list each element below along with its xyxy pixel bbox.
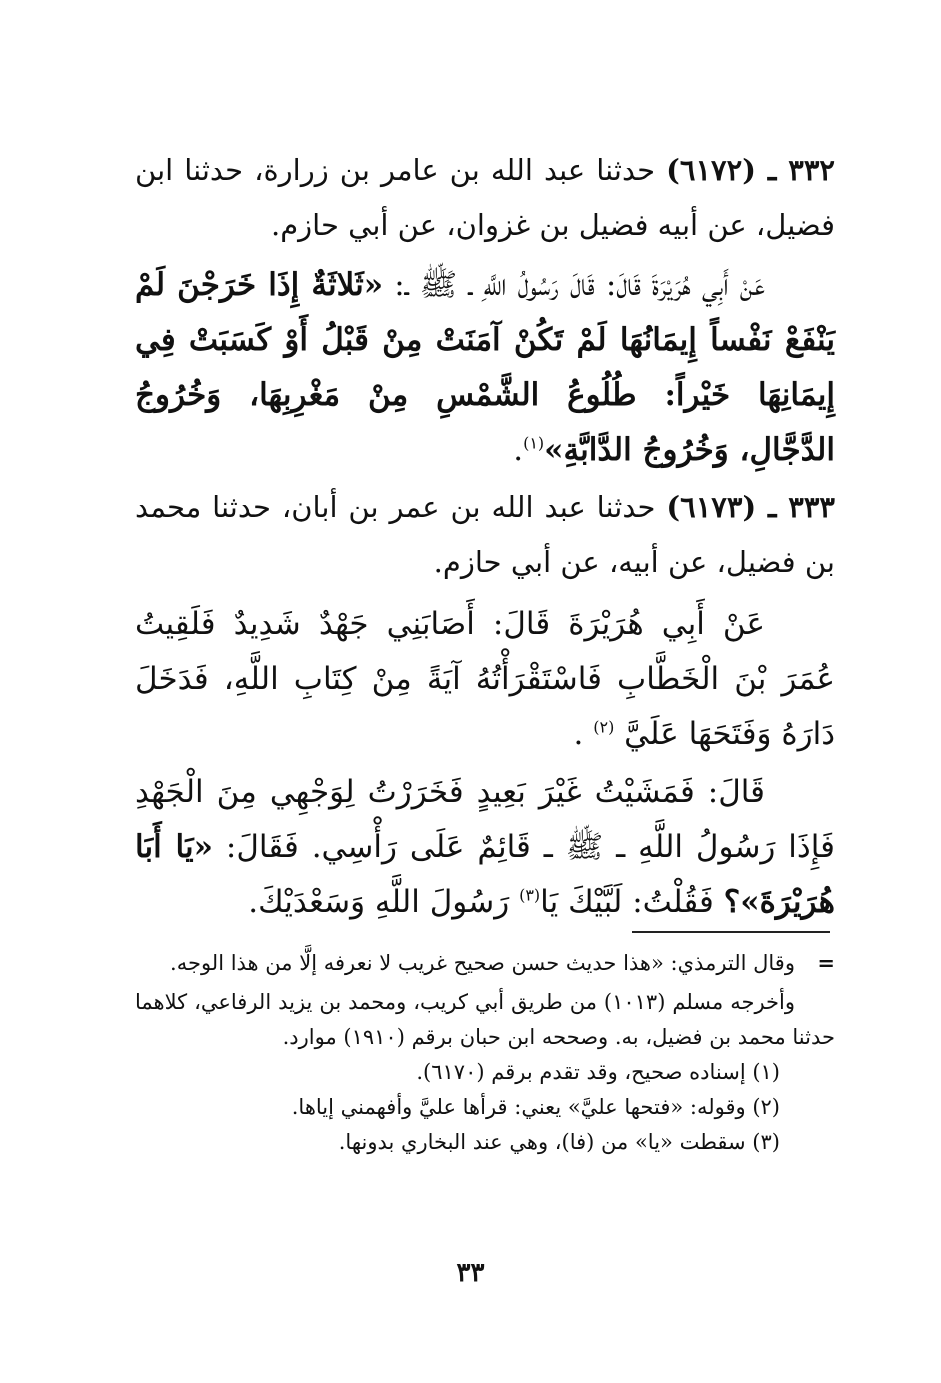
hadith-333-matn-paragraph-2: [135, 765, 835, 930]
continuation-mark: =: [817, 950, 835, 975]
footnote-1: (١) إسناده صحيح، وقد تقدم برقم (٦١٧٠).: [416, 1060, 780, 1084]
hadith-333-narration: عَنْ أَبِي هُرَيْرَةَ قَالَ: أَصَابَنِي جَهْدٌ شَدِيدٌ فَلَقِيتُ عُمَرَ بْنَ الْخَطَّابِ فَاسْتَقْرَأْتُهُ آيَةً مِنْ كِتَابِ اللَّهِ، فَدَخَلَ دَارَهُ وَفَتَحَهَا عَلَيَّ: [135, 606, 835, 752]
hadith-333-chain: حدثنا عبد الله بن عمر بن أبان، حدثنا محمد بن فضيل، عن أبيه، عن أبي حازم.: [135, 490, 835, 579]
hadith-333-matn-paragraph-1: عَنْ أَبِي هُرَيْرَةَ قَالَ: أَصَابَنِي جَهْدٌ شَدِيدٌ فَلَقِيتُ عُمَرَ بْنَ الْخَطَّابِ فَاسْتَقْرَأْتُهُ آيَةً مِنْ كِتَابِ اللَّهِ، فَدَخَلَ دَارَهُ وَفَتَحَهَا عَلَيَّ $^{(٢)}$ .: [135, 606, 835, 752]
footnote-ref-2: (٢): [593, 717, 615, 737]
hadith-332-matn: [135, 258, 835, 478]
footnote-ref-3: (٣): [519, 885, 541, 905]
hadith-333-isnad: [135, 480, 835, 590]
footnote-tirmidhi: وقال الترمذي: «هذا حديث حسن صحيح غريب لا نعرفه إلَّا من هذا الوجه.: [170, 951, 795, 975]
hadith-332-isnad: [135, 143, 835, 253]
hadith-333-reply: فَقُلْتُ: لَبَّيْكَ يَا: [540, 884, 714, 920]
footnotes: [135, 945, 835, 1160]
footnote-divider: [632, 931, 830, 933]
footnote-3: (٣) سقطت «يا» من (فا)، وهي عند البخاري بدونها.: [338, 1130, 780, 1154]
page-number: ٣٣: [456, 1258, 485, 1288]
hadith-332-narration-intro: عَنْ أَبِي هُرَيْرَةَ قَالَ: قَالَ رَسُولُ اللَّهِ ـ ﷺ ـ:: [394, 267, 766, 303]
footnote-ref-1: (١): [523, 433, 545, 453]
hadith-333-narration-continued: قَالَ: فَمَشَيْتُ غَيْرَ بَعِيدٍ فَخَرَرْتُ لِوَجْهِي مِنَ الْجَهْدِ فَإِذَا رَسُولُ اللَّهِ ـ ﷺ ـ قَائِمٌ عَلَى رَأْسِي. فَقَالَ:: [135, 774, 835, 865]
hadith-333-prophet-quote: «يَا أَبَا هُرَيْرَةَ»؟: [135, 829, 835, 920]
hadith-333-reply-end: رَسُولَ اللَّهِ وَسَعْدَيْكَ.: [248, 884, 510, 920]
footnote-2: (٢) وقوله: «فتحها عليَّ» يعني: قرأها عليَّ وأفهمني إياها.: [291, 1095, 780, 1119]
hadith-332-chain: حدثنا عبد الله بن عامر بن زرارة، حدثنا ابن فضيل، عن أبيه فضيل بن غزوان، عن أبي حازم.: [135, 153, 835, 242]
hadith-333-number: ٣٣٣ ـ (٦١٧٣): [666, 490, 836, 524]
footnote-continuation: [135, 945, 835, 981]
footnote-muslim: وأخرجه مسلم (١٠١٣) من طريق أبي كريب، ومحمد بن يزيد الرفاعي، كلاهما حدثنا محمد بن فضيل، به. وصححه ابن حبان برقم (١٩١٠) موارد.: [135, 990, 835, 1049]
hadith-332-prophet-quote: «ثَلاثَةٌ إِذَا خَرَجْنَ لَمْ يَنْفَعْ نَفْساً إِيمَانُهَا لَمْ تَكُنْ آمَنَتْ مِنْ قَبْلُ أَوْ كَسَبَتْ فِي إِيمَانِهَا خَيْراً: طُلُوعُ الشَّمْسِ مِنْ مَغْرِبِهَا، وَخُرُوجُ الدَّجَّالِ، وَخُرُوجُ الدَّابَّةِ»: [135, 267, 835, 468]
hadith-332-number: ٣٣٢ ـ (٦١٧٢): [666, 153, 835, 187]
hadith-332-end: .: [513, 432, 524, 468]
